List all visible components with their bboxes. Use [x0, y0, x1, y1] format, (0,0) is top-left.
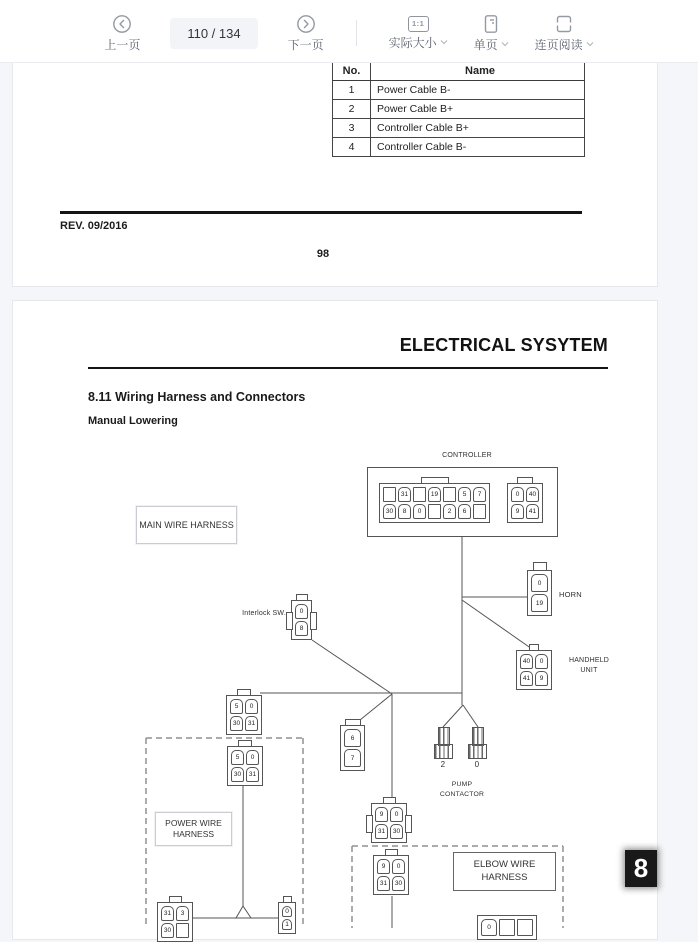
connector-pin [499, 919, 515, 936]
single-page-icon [481, 14, 501, 34]
nine-zero-lower-connector [373, 849, 409, 895]
connector-pin [383, 487, 396, 502]
connector-pin: 0 [511, 487, 524, 502]
cell-name: Power Cable B- [371, 81, 585, 100]
interlock-switch-connector [291, 594, 312, 640]
prev-page-icon [112, 14, 132, 34]
connector-pins [340, 725, 365, 771]
pdf-toolbar [0, 0, 698, 63]
chevron-down-icon [440, 39, 448, 45]
connector-pin: 9 [375, 807, 388, 822]
connector-pins [291, 600, 312, 640]
revision-text: REV. 09/2016 [60, 220, 128, 232]
actual-size-label: 实际大小 [388, 35, 437, 50]
connector-pins [507, 483, 543, 523]
handheld-unit-label: HANDHELD UNIT [568, 657, 610, 675]
table-row [333, 81, 585, 100]
page-indicator[interactable]: 110 / 134 [170, 18, 257, 49]
connector-pins [371, 803, 407, 843]
connector-pin: 7 [344, 749, 361, 767]
connector-pin: 31 [375, 824, 388, 839]
connector-pin: 31 [398, 487, 411, 502]
terminal-base [434, 744, 453, 759]
connector-pin: 2 [443, 504, 456, 519]
connector-pins [527, 570, 552, 616]
connector-pin [517, 919, 533, 936]
connector-pin: 41 [520, 671, 533, 686]
connector-pin: 19 [428, 487, 441, 502]
connector-pin [428, 504, 441, 519]
six-seven-connector [340, 719, 365, 771]
connector-pin: 41 [526, 504, 539, 519]
connector-pins [379, 483, 490, 523]
connector-pin: 5 [231, 750, 244, 765]
chevron-down-icon [501, 41, 509, 47]
connector-pin: 0 [282, 906, 292, 917]
cell-no: 2 [333, 100, 371, 119]
handheld-unit-connector [516, 644, 552, 690]
connector-pin: 40 [526, 487, 539, 502]
continuous-read-label: 连页阅读 [534, 37, 583, 52]
cable-table [332, 61, 585, 157]
connector-pin: 30 [390, 824, 403, 839]
connector-pin: 30 [230, 716, 243, 731]
connector-pin: 40 [520, 654, 533, 669]
connector-pin: 5 [230, 699, 243, 714]
connector-pin: 0 [392, 859, 405, 874]
title-rule [88, 367, 608, 369]
cell-name: Controller Cable B- [371, 138, 585, 157]
connector-pin: 31 [161, 906, 174, 921]
table-header-row [333, 62, 585, 81]
pump-contactor-label: PUMP CONTACTOR [439, 781, 485, 799]
chapter-title: ELECTRICAL SYSYTEM [399, 335, 608, 355]
connector-pin: 0 [531, 574, 548, 592]
next-page-icon [296, 14, 316, 34]
connector-pin: 6 [344, 729, 361, 747]
connector-pin [176, 923, 189, 938]
connector-pin: 0 [535, 654, 548, 669]
prev-page-label: 上一页 [104, 37, 141, 52]
table-row [333, 119, 585, 138]
page-number: 98 [316, 248, 330, 260]
connector-pin: 30 [161, 923, 174, 938]
connector-pin: 3 [176, 906, 189, 921]
connector-pin [413, 487, 426, 502]
connector-pin: 30 [392, 876, 405, 891]
cell-name: Controller Cable B+ [371, 119, 585, 138]
single-page-label: 单页 [473, 37, 498, 52]
connector-pin: 8 [398, 504, 411, 519]
chapter-tab-marker: 8 [625, 850, 657, 887]
five-zero-lower-connector [227, 740, 263, 786]
connector-pin: 9 [511, 504, 524, 519]
section-heading: 8.11 Wiring Harness and Connectors [88, 390, 306, 404]
terminal-label-right: 0 [474, 760, 480, 769]
controller-left-connector [379, 477, 490, 523]
connector-pins [157, 902, 193, 942]
next-page-button[interactable] [288, 14, 324, 53]
connector-pin: 0 [413, 504, 426, 519]
single-page-button[interactable] [474, 14, 509, 53]
table-row [333, 138, 585, 157]
cell-no: 1 [333, 81, 371, 100]
nine-zero-upper-connector [371, 797, 407, 843]
connector-pins [373, 855, 409, 895]
connector-pin: 30 [231, 767, 244, 782]
toolbar-divider [356, 20, 357, 46]
main-wire-harness-box: MAIN WIRE HARNESS [136, 506, 237, 544]
table-row [333, 100, 585, 119]
connector-pins [477, 915, 537, 940]
connector-pin: 30 [383, 504, 396, 519]
horn-label: HORN [559, 590, 582, 599]
actual-size-button[interactable] [389, 16, 448, 51]
continuous-read-icon [554, 14, 574, 34]
connector-pin: 5 [458, 487, 471, 502]
subsection-heading: Manual Lowering [88, 415, 178, 427]
power-wire-harness-box: POWER WIRE HARNESS [155, 812, 232, 846]
connector-pin: 9 [535, 671, 548, 686]
connector-tab [533, 562, 547, 570]
terminal-base [468, 744, 487, 759]
table-header-name: Name [371, 62, 585, 81]
connector-pin [443, 487, 456, 502]
bottom-partial-connector [477, 915, 537, 940]
controller-label: CONTROLLER [442, 452, 492, 459]
connector-pin: 31 [245, 716, 258, 731]
bottom-mid-connector [278, 896, 296, 934]
footer-rule [60, 211, 582, 214]
cell-no: 4 [333, 138, 371, 157]
connector-pin: 0 [246, 750, 259, 765]
connector-pins [516, 650, 552, 690]
cell-no: 3 [333, 119, 371, 138]
connector-pins [226, 695, 262, 735]
next-page-label: 下一页 [287, 37, 324, 52]
controller-right-connector [507, 477, 543, 523]
connector-pin: 1 [282, 919, 292, 930]
connector-pin: 19 [531, 594, 548, 612]
connector-pins [227, 746, 263, 786]
table-header-no: No. [333, 62, 371, 81]
connector-pin [473, 504, 486, 519]
horn-connector [527, 562, 552, 616]
terminal-label-left: 2 [440, 760, 446, 769]
connector-pin: 0 [245, 699, 258, 714]
five-zero-upper-connector [226, 689, 262, 735]
cell-name: Power Cable B+ [371, 100, 585, 119]
connector-pin: 31 [377, 876, 390, 891]
connector-pin: 8 [295, 621, 308, 636]
continuous-read-button[interactable] [535, 14, 594, 53]
interlock-switch-label: Interlock SW. [242, 610, 286, 617]
connector-pins [278, 902, 296, 934]
bottom-left-connector [157, 896, 193, 942]
connector-pin: 31 [246, 767, 259, 782]
connector-pin: 0 [390, 807, 403, 822]
connector-pin: 0 [481, 919, 497, 936]
connector-pin: 9 [377, 859, 390, 874]
connector-pin: 6 [458, 504, 471, 519]
prev-page-button[interactable] [104, 14, 140, 53]
chevron-down-icon [586, 41, 594, 47]
connector-pin: 7 [473, 487, 486, 502]
one-to-one-icon: 1:1 [408, 16, 429, 32]
elbow-wire-harness-box: ELBOW WIRE HARNESS [453, 852, 556, 891]
connector-pin: 0 [295, 604, 308, 619]
